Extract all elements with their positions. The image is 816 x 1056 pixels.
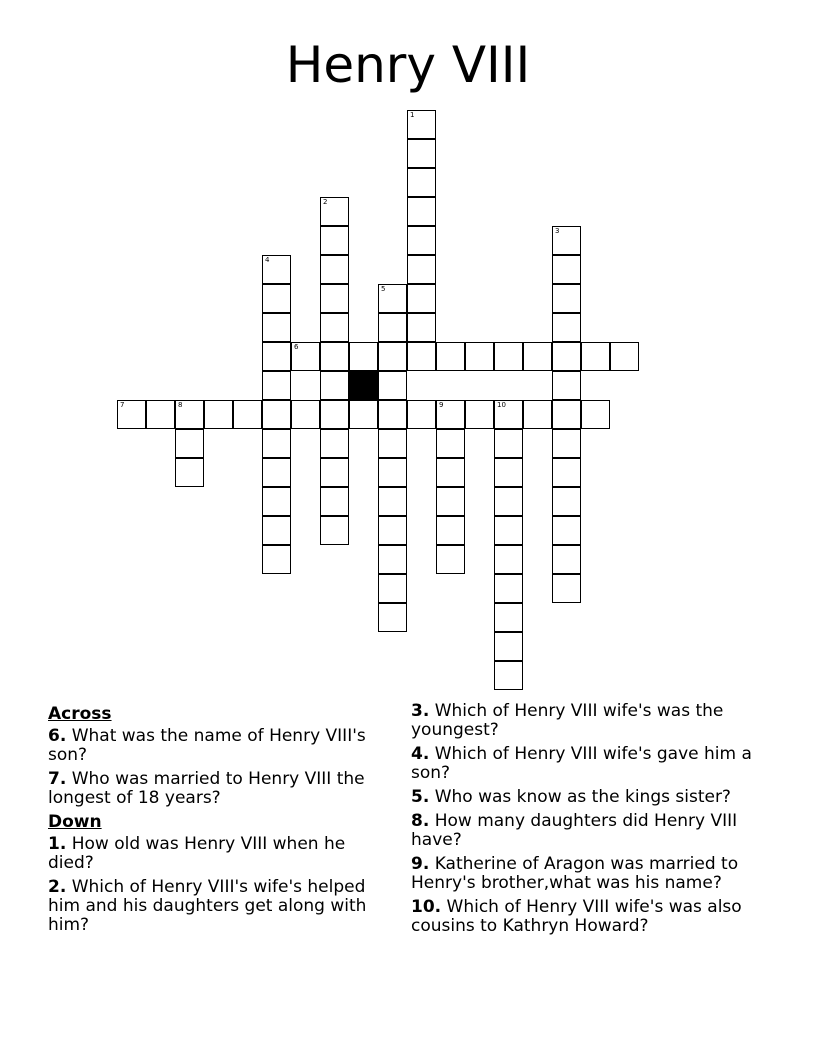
grid-cell[interactable] (204, 400, 233, 429)
grid-cell[interactable] (610, 342, 639, 371)
cell-number: 4 (265, 256, 270, 264)
grid-cell[interactable] (320, 197, 349, 226)
grid-cell[interactable] (494, 661, 523, 690)
grid-cell[interactable] (175, 429, 204, 458)
grid-cell[interactable] (494, 400, 523, 429)
grid-cell[interactable] (494, 545, 523, 574)
grid-cell[interactable] (378, 429, 407, 458)
clue-down-3 (411, 702, 771, 740)
clues-right-column (411, 702, 771, 941)
cell-number: 2 (323, 198, 328, 206)
grid-cell[interactable] (320, 516, 349, 545)
grid-cell[interactable] (378, 545, 407, 574)
grid-cell[interactable] (494, 632, 523, 661)
grid-cell[interactable] (291, 400, 320, 429)
grid-cell[interactable] (436, 400, 465, 429)
grid-cell[interactable] (262, 313, 291, 342)
grid-cell[interactable] (552, 284, 581, 313)
grid-cell[interactable] (378, 342, 407, 371)
grid-cell[interactable] (262, 400, 291, 429)
clue-down-2 (48, 878, 393, 935)
grid-cell[interactable] (320, 342, 349, 371)
grid-cell[interactable] (494, 342, 523, 371)
cell-number: 9 (439, 401, 444, 409)
clue-text: Which of Henry VIII's wife's helped him and his daughters get along with him? (48, 877, 367, 935)
grid-cell[interactable] (320, 487, 349, 516)
grid-cell[interactable] (552, 458, 581, 487)
grid-cell[interactable] (378, 516, 407, 545)
clue-text: Katherine of Aragon was married to Henry's brother,what was his name? (411, 854, 739, 893)
grid-cell[interactable] (552, 574, 581, 603)
grid-cell[interactable] (378, 371, 407, 400)
grid-cell[interactable] (262, 545, 291, 574)
grid-cell[interactable] (552, 429, 581, 458)
grid-cell[interactable] (407, 110, 436, 139)
page-title: Henry VIII (285, 36, 531, 94)
clue-number: 3. (411, 701, 430, 721)
grid-cell[interactable] (320, 400, 349, 429)
grid-cell[interactable] (552, 371, 581, 400)
grid-cell[interactable] (552, 255, 581, 284)
clue-text: How many daughters did Henry VIII have? (411, 811, 738, 850)
clue-text: Which of Henry VIII wife's was also cousins to Kathryn Howard? (411, 897, 742, 936)
grid-cell[interactable] (581, 400, 610, 429)
grid-cell[interactable] (407, 168, 436, 197)
cell-number: 6 (294, 343, 299, 351)
grid-cell[interactable] (320, 371, 349, 400)
grid-cell[interactable] (436, 545, 465, 574)
clue-number: 7. (48, 769, 67, 789)
grid-cell[interactable] (378, 574, 407, 603)
grid-cell[interactable] (378, 458, 407, 487)
clue-down-1 (48, 835, 393, 873)
grid-cell[interactable] (262, 429, 291, 458)
grid-cell[interactable] (320, 429, 349, 458)
clue-number: 9. (411, 854, 430, 874)
grid-cell[interactable] (523, 400, 552, 429)
grid-cell[interactable] (262, 284, 291, 313)
cell-number: 5 (381, 285, 386, 293)
grid-cell[interactable] (552, 516, 581, 545)
clue-number: 4. (411, 744, 430, 764)
grid-cell[interactable] (349, 342, 378, 371)
grid-cell[interactable] (436, 516, 465, 545)
grid-cell[interactable] (436, 487, 465, 516)
grid-cell[interactable] (378, 284, 407, 313)
grid-cell[interactable] (378, 313, 407, 342)
grid-cell[interactable] (494, 574, 523, 603)
grid-cell[interactable] (262, 516, 291, 545)
grid-cell[interactable] (320, 226, 349, 255)
grid-cell[interactable] (320, 458, 349, 487)
clue-number: 2. (48, 877, 67, 897)
grid-cell[interactable] (494, 429, 523, 458)
down-heading: Down (48, 812, 102, 832)
grid-cell[interactable] (407, 139, 436, 168)
grid-cell[interactable] (378, 603, 407, 632)
grid-cell[interactable] (117, 400, 146, 429)
grid-cell[interactable] (349, 400, 378, 429)
grid-cell[interactable] (320, 284, 349, 313)
grid-cell[interactable] (262, 487, 291, 516)
clue-text: Which of Henry VIII wife's was the youngest? (411, 701, 724, 740)
clue-down-9 (411, 855, 771, 893)
grid-cell[interactable] (552, 400, 581, 429)
clue-number: 10. (411, 897, 442, 917)
black-cell (349, 371, 378, 400)
cell-number: 3 (555, 227, 560, 235)
grid-cell[interactable] (494, 487, 523, 516)
grid-cell[interactable] (233, 400, 262, 429)
grid-cell[interactable] (262, 371, 291, 400)
grid-cell[interactable] (407, 400, 436, 429)
clues-left-column (48, 702, 393, 940)
clue-text: What was the name of Henry VIII's son? (48, 726, 366, 765)
grid-cell[interactable] (378, 487, 407, 516)
grid-cell[interactable] (407, 226, 436, 255)
grid-cell[interactable] (581, 342, 610, 371)
cell-number: 7 (120, 401, 125, 409)
grid-cell[interactable] (291, 342, 320, 371)
grid-cell[interactable] (436, 429, 465, 458)
cell-number: 8 (178, 401, 183, 409)
grid-cell[interactable] (552, 226, 581, 255)
grid-cell[interactable] (436, 342, 465, 371)
grid-cell[interactable] (465, 342, 494, 371)
grid-cell[interactable] (407, 284, 436, 313)
clue-down-5 (411, 788, 771, 807)
clue-down-4 (411, 745, 771, 783)
grid-cell[interactable] (262, 342, 291, 371)
cell-number: 10 (497, 401, 506, 409)
clue-text: How old was Henry VIII when he died? (48, 834, 346, 873)
grid-cell[interactable] (407, 197, 436, 226)
clue-number: 8. (411, 811, 430, 831)
grid-cell[interactable] (552, 545, 581, 574)
grid-cell[interactable] (146, 400, 175, 429)
grid-cell[interactable] (552, 313, 581, 342)
grid-cell[interactable] (494, 603, 523, 632)
clue-number: 6. (48, 726, 67, 746)
grid-cell[interactable] (523, 342, 552, 371)
grid-cell[interactable] (262, 255, 291, 284)
grid-cell[interactable] (378, 400, 407, 429)
clue-down-8 (411, 812, 771, 850)
clue-across-6 (48, 727, 393, 765)
clue-text: Who was married to Henry VIII the longest of 18 years? (48, 769, 365, 808)
clue-down-10 (411, 898, 771, 936)
grid-cell[interactable] (494, 458, 523, 487)
grid-cell[interactable] (436, 458, 465, 487)
clue-number: 5. (411, 787, 430, 807)
clue-number: 1. (48, 834, 67, 854)
across-heading: Across (48, 704, 112, 724)
clue-across-7 (48, 770, 393, 808)
grid-cell[interactable] (407, 313, 436, 342)
clue-text: Which of Henry VIII wife's gave him a son? (411, 744, 752, 783)
cell-number: 1 (410, 111, 415, 119)
grid-cell[interactable] (552, 342, 581, 371)
grid-cell[interactable] (175, 458, 204, 487)
grid-cell[interactable] (320, 255, 349, 284)
grid-cell[interactable] (175, 400, 204, 429)
grid-cell[interactable] (494, 516, 523, 545)
grid-cell[interactable] (552, 487, 581, 516)
grid-cell[interactable] (465, 400, 494, 429)
grid-cell[interactable] (262, 458, 291, 487)
grid-cell[interactable] (407, 342, 436, 371)
grid-cell[interactable] (407, 255, 436, 284)
clue-text: Who was know as the kings sister? (434, 787, 731, 807)
grid-cell[interactable] (320, 313, 349, 342)
